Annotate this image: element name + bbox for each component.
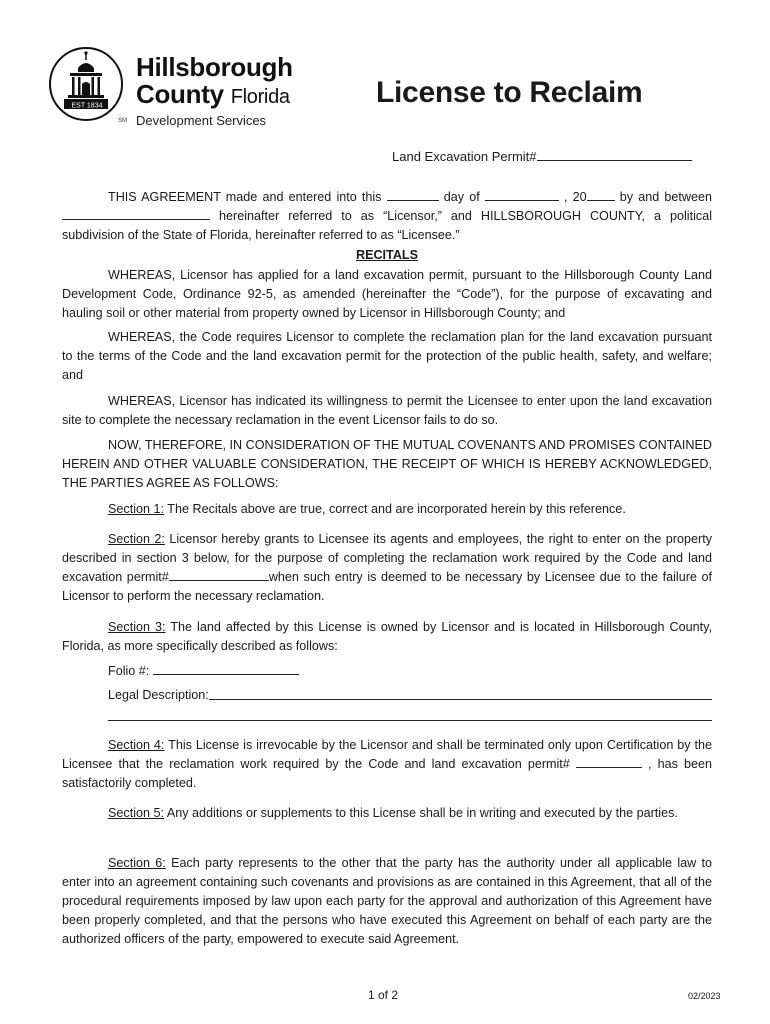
courthouse-seal-icon — [48, 46, 124, 122]
section-5-text: Any additions or supplements to this License shall be in writing and executed by the parties. — [166, 806, 678, 820]
section-4-label: Section 4: — [108, 738, 165, 752]
folio-field[interactable] — [153, 662, 299, 675]
document-title: License to Reclaim — [376, 76, 643, 109]
permit-number-field[interactable] — [537, 148, 692, 161]
section-1-label: Section 1: — [108, 502, 165, 516]
section-6-text: Each party represents to the other that the party has the authority under all applicable law to enter into an agreement containing such covenants and provisions as are contained in this Agreement, that all of the procedural requirements imposed by law upon each party for the approval and authorization of this Agreement have been properly completed, and that the persons who have executed this Agreement on behalf of each party are the authorized officers of the party, empowered to execute said Agreement. — [62, 856, 713, 946]
section-2-label: Section 2: — [108, 532, 165, 546]
section-2-permit-field[interactable] — [169, 568, 269, 581]
section-3-text: The land affected by this License is owned by Licensor and is located in Hillsborough County, Florida, as more specifically described as follows: — [62, 620, 713, 653]
folio-line — [108, 662, 712, 681]
whereas-3: WHEREAS, Licensor has indicated its willingness to permit the Licensee to enter upon the land excavation site to complete the necessary reclamation in the event Licensor fails to do so. — [62, 394, 712, 427]
recitals-heading: RECITALS — [355, 248, 419, 262]
month-field[interactable] — [485, 188, 559, 201]
legal-description-field-line-2[interactable] — [108, 720, 712, 721]
section-6-label: Section 6: — [108, 856, 166, 870]
seal-text — [68, 101, 106, 109]
year-field[interactable] — [587, 188, 615, 201]
section-3-label: Section 3: — [108, 620, 166, 634]
section-2-text-a: Licensor hereby grants to Licensee its agents and employees, the right to enter on the property described in section 3 below, for the purpose of completing the reclamation work required by the Code and land excavation permit# — [62, 532, 712, 584]
brand-block — [136, 54, 293, 129]
section-4 — [62, 736, 712, 793]
agreement-text-a: THIS AGREEMENT made and entered into this — [108, 190, 382, 204]
org-county: County — [136, 79, 224, 109]
section-1 — [62, 500, 712, 519]
department-name: Development Services — [136, 113, 267, 128]
whereas-1: WHEREAS, Licensor has applied for a land excavation permit, pursuant to the Hillsborough County Land Development Code, Ordinance 92-5, as amended (hereinafter the “Code”), for the purpose of excavating and hauling soil or other material from property owned by Licensor in Hillsborough County; and — [62, 268, 712, 320]
org-state: Florida — [230, 86, 290, 108]
now-therefore: NOW, THEREFORE, IN CONSIDERATION OF THE MUTUAL COVENANTS AND PROMISES CONTAINED HEREIN AND OTHER VALUABLE CONSIDERATION, THE RECEIPT OF WHICH IS HEREBY ACKNOWLEDGED, THE PARTIES AGREE AS FOLLOWS: — [62, 438, 712, 490]
org-name: Hillsborough — [136, 52, 293, 82]
revision-date: 02/2023 — [688, 991, 721, 1001]
legal-description-label: Legal Description: — [108, 688, 209, 702]
agreement-paragraph — [62, 188, 712, 245]
whereas-2: WHEREAS, the Code requires Licensor to complete the reclamation plan for the land excavation pursuant to the terms of the Code and the land excavation permit for the protection of the public health, safety, and welfare; and — [62, 330, 712, 382]
page-number: 1 of 2 — [368, 988, 399, 1002]
section-1-text: The Recitals above are true, correct and are incorporated herein by this reference. — [167, 502, 626, 516]
section-5 — [62, 804, 712, 823]
permit-number-line — [392, 148, 692, 164]
org-county-line — [136, 81, 293, 111]
agreement-text-f: hereinafter referred to as “Licensor,” and HILLSBOROUGH COUNTY, a political subdivision of the State of Florida, hereinafter referred to as “Licensee.” — [62, 209, 713, 242]
section-4-text-a: This License is irrevocable by the Licensor and shall be terminated only upon Certification by the Licensee that the reclamation work required by the Code and land excavation permit# — [62, 738, 712, 771]
section-4-text-b: , has been satisfactorily completed. — [62, 757, 712, 790]
permit-label: Land Excavation Permit# — [392, 149, 537, 164]
county-logo — [48, 46, 298, 130]
agreement-text-d: by and — [619, 190, 660, 204]
day-field[interactable] — [387, 188, 439, 201]
licensor-name-field[interactable] — [62, 207, 210, 220]
section-5-label: Section 5: — [108, 806, 165, 820]
agreement-text-e: between — [664, 190, 713, 204]
agreement-text-b: day of — [443, 190, 480, 204]
agreement-text-c: , 20 — [564, 190, 587, 204]
legal-description-field[interactable] — [209, 686, 712, 700]
section-4-permit-field[interactable] — [576, 755, 642, 768]
legal-description-line — [108, 686, 712, 705]
folio-label: Folio #: — [108, 664, 150, 678]
section-2 — [62, 530, 712, 606]
service-mark: SM — [118, 118, 127, 124]
svg-text:EST 1834: EST 1834 — [71, 102, 103, 109]
section-3 — [62, 618, 712, 656]
section-6 — [62, 854, 712, 949]
section-2-text-b: when such entry is deemed to be necessary by Licensee due to the failure of Licensor to perform the necessary reclamation. — [62, 570, 713, 603]
